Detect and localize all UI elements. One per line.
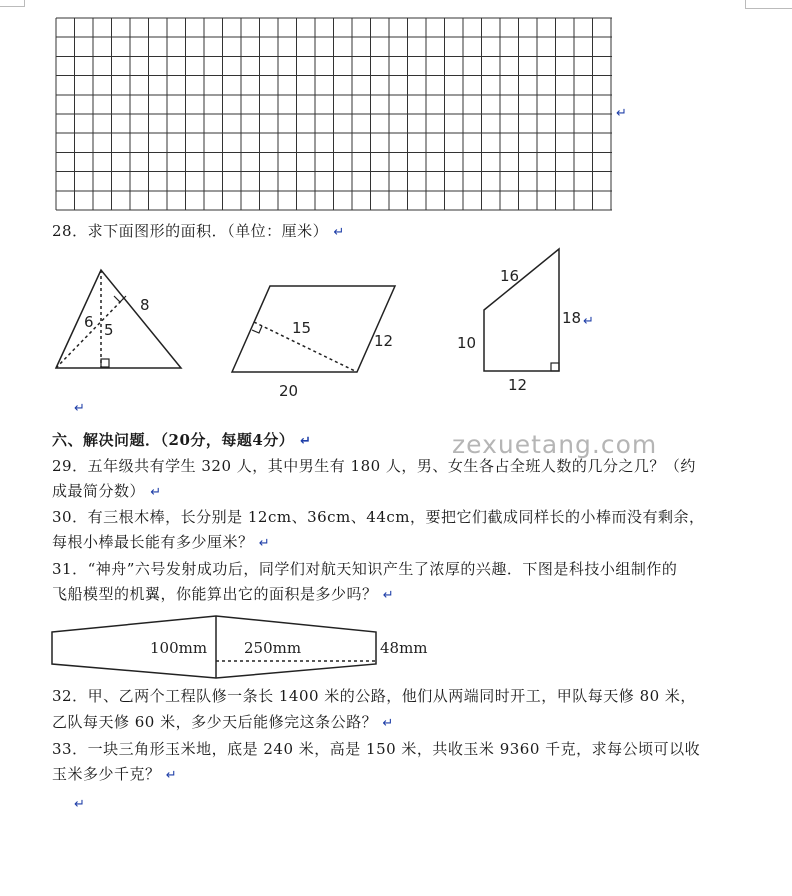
paragraph-mark: ↵ [333,225,345,240]
paragraph-mark: ↵ [382,716,394,731]
question-29-line-1: 29．五年级共有学生 320 人，其中男生有 180 人，男、女生各占全班人数的几分之几？（约 [52,457,696,475]
parallelogram-label-20: 20 [279,382,299,400]
trapezoid-label-16: 16 [500,267,520,285]
question-32-text: 乙队每天修 60 米，多少天后能修完这条公路？ [52,713,378,731]
question-33-text: 玉米多少千克？ [52,765,161,783]
wing-label-250mm: 250mm [244,639,302,657]
watermark: zexuetang.com [452,430,658,459]
trapezoid-label-12: 12 [508,376,528,394]
question-28-text: 28．求下面图形的面积．（单位：厘米） [52,222,329,240]
wing-label-100mm: 100mm [150,639,208,657]
paragraph-mark: ↵ [300,434,312,449]
paragraph-mark: ↵ [616,106,627,121]
parallelogram-label-15: 15 [292,319,312,337]
question-33-line-1: 33．一块三角形玉米地，底是 240 米，高是 150 米，共收玉米 9360 千克，求每公顷可以收 [52,740,701,758]
trapezoid-label-18: 18 [562,309,582,327]
paragraph-mark: ↵ [74,401,85,416]
triangle-label-5: 5 [104,321,114,339]
paragraph-mark: ↵ [150,485,162,500]
question-29-text: 成最简分数） [52,482,146,500]
trapezoid-label-10: 10 [457,334,477,352]
question-30-text: 每根小棒最长能有多少厘米？ [52,533,254,551]
paragraph-mark: ↵ [382,588,395,603]
question-32-line-2 [52,712,394,734]
question-31-text: 飞船模型的机翼，你能算出它的面积是多少吗？ [52,585,378,603]
triangle-label-6: 6 [84,313,94,331]
paragraph-mark: ↵ [74,797,85,812]
triangle-label-8: 8 [140,296,150,314]
question-32-line-1: 32．甲、乙两个工程队修一条长 1400 米的公路，他们从两端同时开工，甲队每天修 80 米， [52,687,696,705]
question-31-line-1: 31．“神舟”六号发射成功后，同学们对航天知识产生了浓厚的兴趣．下图是科技小组制作的 [52,560,678,578]
wing-label-48mm: 48mm [380,639,428,657]
paragraph-mark: ↵ [258,536,271,551]
section-6-title: 六、解决问题．（20分，每题4分） [52,431,295,449]
question-30-line-1: 30．有三根木棒，长分别是 12cm、36cm、44cm，要把它们截成同样长的小棒而没有剩余， [52,508,705,526]
paragraph-mark: ↵ [583,314,594,329]
question-33-line-2 [52,764,177,786]
wing-shape [52,616,376,678]
paragraph-mark: ↵ [165,768,178,783]
parallelogram-label-12: 12 [374,332,394,350]
